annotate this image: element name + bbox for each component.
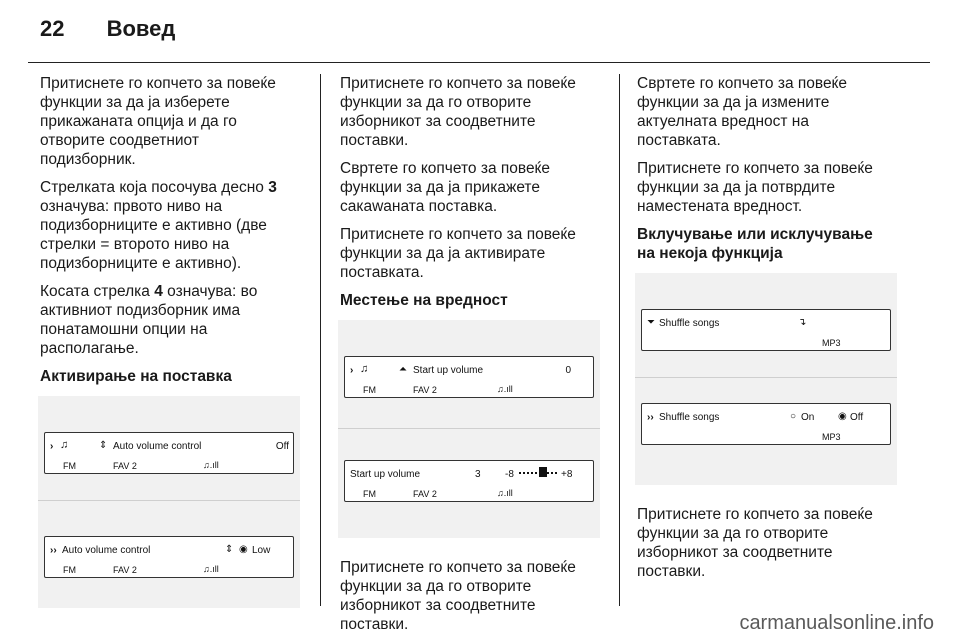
text: Косата стрелка: [40, 283, 155, 300]
paragraph: [40, 282, 298, 358]
up-down-icon: ⇕: [225, 544, 234, 555]
source-label: FM: [63, 565, 76, 575]
display-screen: [44, 536, 294, 578]
callout-number: 3: [268, 179, 277, 196]
setting-label: Auto volume control: [113, 441, 202, 452]
display-illustration: [38, 396, 300, 608]
source-label: FM: [363, 489, 376, 499]
column-divider: [619, 74, 620, 606]
display-screen: [641, 403, 891, 445]
source-label: MP3: [822, 432, 841, 442]
source-label: MP3: [822, 338, 841, 348]
radio-unselected-icon: ○: [790, 411, 797, 422]
figure-divider: [338, 428, 600, 429]
preset-label: FAV 2: [413, 385, 437, 395]
column-3: [637, 74, 895, 590]
figure-divider: [38, 500, 300, 501]
figure-divider: [635, 377, 897, 378]
double-arrow-icon: ››: [50, 545, 57, 556]
display-screen: [344, 460, 594, 502]
preset-label: FAV 2: [113, 461, 137, 471]
submenu-arrow-icon: ↴: [798, 317, 807, 328]
option-off-label: Off: [850, 412, 864, 423]
scale-min: -8: [505, 469, 514, 480]
display-illustration: [635, 273, 897, 485]
section-heading: Вклучување или исклучување на некоја функција: [637, 226, 873, 262]
display-screen: [44, 432, 294, 474]
setting-label: Start up volume: [350, 469, 421, 480]
music-note-icon: ♫: [60, 439, 69, 451]
signal-icon: ♫.ıll: [203, 460, 219, 470]
display-screen: [641, 309, 891, 351]
setting-label: Auto volume control: [62, 545, 151, 556]
preset-label: FAV 2: [113, 565, 137, 575]
callout-number: 4: [154, 283, 163, 300]
page-title: Вовед: [106, 16, 176, 41]
setting-label: Start up volume: [413, 365, 484, 376]
signal-icon: ♫.ıll: [203, 564, 219, 574]
music-note-icon: ♫: [360, 363, 369, 375]
down-arrow-icon: ⏷: [647, 317, 655, 328]
scale-max: +8: [561, 469, 573, 480]
setting-value: Off: [275, 441, 289, 452]
volume-scale: [519, 463, 557, 482]
radio-selected-icon: ◉: [838, 411, 847, 422]
option-on-label: On: [801, 412, 815, 423]
signal-icon: ♫.ıll: [497, 488, 513, 498]
text: означува: првото ниво на подизборниците е активно (две стрелки = второто ниво на подизборниците е активно).: [40, 198, 267, 272]
setting-value: 0: [565, 365, 571, 376]
column-2: [340, 74, 598, 643]
up-down-icon: ⇕: [99, 440, 108, 451]
up-arrow-icon: ⏶: [399, 364, 407, 375]
text: Стрелката која посочува десно: [40, 179, 269, 196]
paragraph: Притиснете го копчето за повеќе функции за да го отворите изборникот за соодветните поставки.: [340, 75, 576, 149]
arrow-icon: ›: [50, 441, 54, 452]
paragraph: Свртете го копчето за повеќе функции за да ја прикажете сакаwaната поставка.: [340, 160, 550, 215]
double-arrow-icon: ››: [647, 412, 654, 423]
page-header: [40, 16, 175, 42]
display-illustration: [338, 320, 600, 538]
paragraph: Притиснете го копчето за повеќе функции за да го отворите изборникот за соодветните поставки.: [340, 559, 576, 633]
radio-selected-icon: ◉: [239, 544, 248, 555]
source-label: FM: [63, 461, 76, 471]
paragraph: [40, 178, 298, 273]
setting-value: 3: [475, 469, 481, 480]
source-label: FM: [363, 385, 376, 395]
paragraph: Притиснете го копчето за повеќе функции за да го отворите изборникот за соодветните поставки.: [637, 506, 873, 580]
watermark: carmanualsonline.info: [739, 612, 934, 634]
section-heading: Активирање на поставка: [40, 368, 232, 385]
setting-value: Low: [252, 545, 271, 556]
signal-icon: ♫.ıll: [497, 384, 513, 394]
display-screen: [344, 356, 594, 398]
preset-label: FAV 2: [413, 489, 437, 499]
arrow-icon: ›: [350, 365, 354, 376]
section-heading: Местење на вредност: [340, 292, 508, 309]
column-1: [40, 74, 298, 630]
paragraph: Притиснете го копчето за повеќе функции за да ја активирате поставката.: [340, 226, 576, 281]
column-divider: [320, 74, 321, 606]
text: означува: во активниот подизборник има понатамошни опции на располагање.: [40, 283, 258, 357]
paragraph: Притиснете го копчето за повеќе функции за да ја изберете прикажаната опција и да го отворите соодветниот подизборник.: [40, 75, 276, 168]
paragraph: Притиснете го копчето за повеќе функции за да ја потврдите наместената вредност.: [637, 160, 873, 215]
setting-label: Shuffle songs: [659, 318, 720, 329]
page-number: 22: [40, 16, 65, 41]
setting-label: Shuffle songs: [659, 412, 720, 423]
paragraph: Свртете го копчето за повеќе функции за да ја измените актуелната вредност на поставката.: [637, 75, 847, 149]
header-rule: [28, 62, 930, 63]
